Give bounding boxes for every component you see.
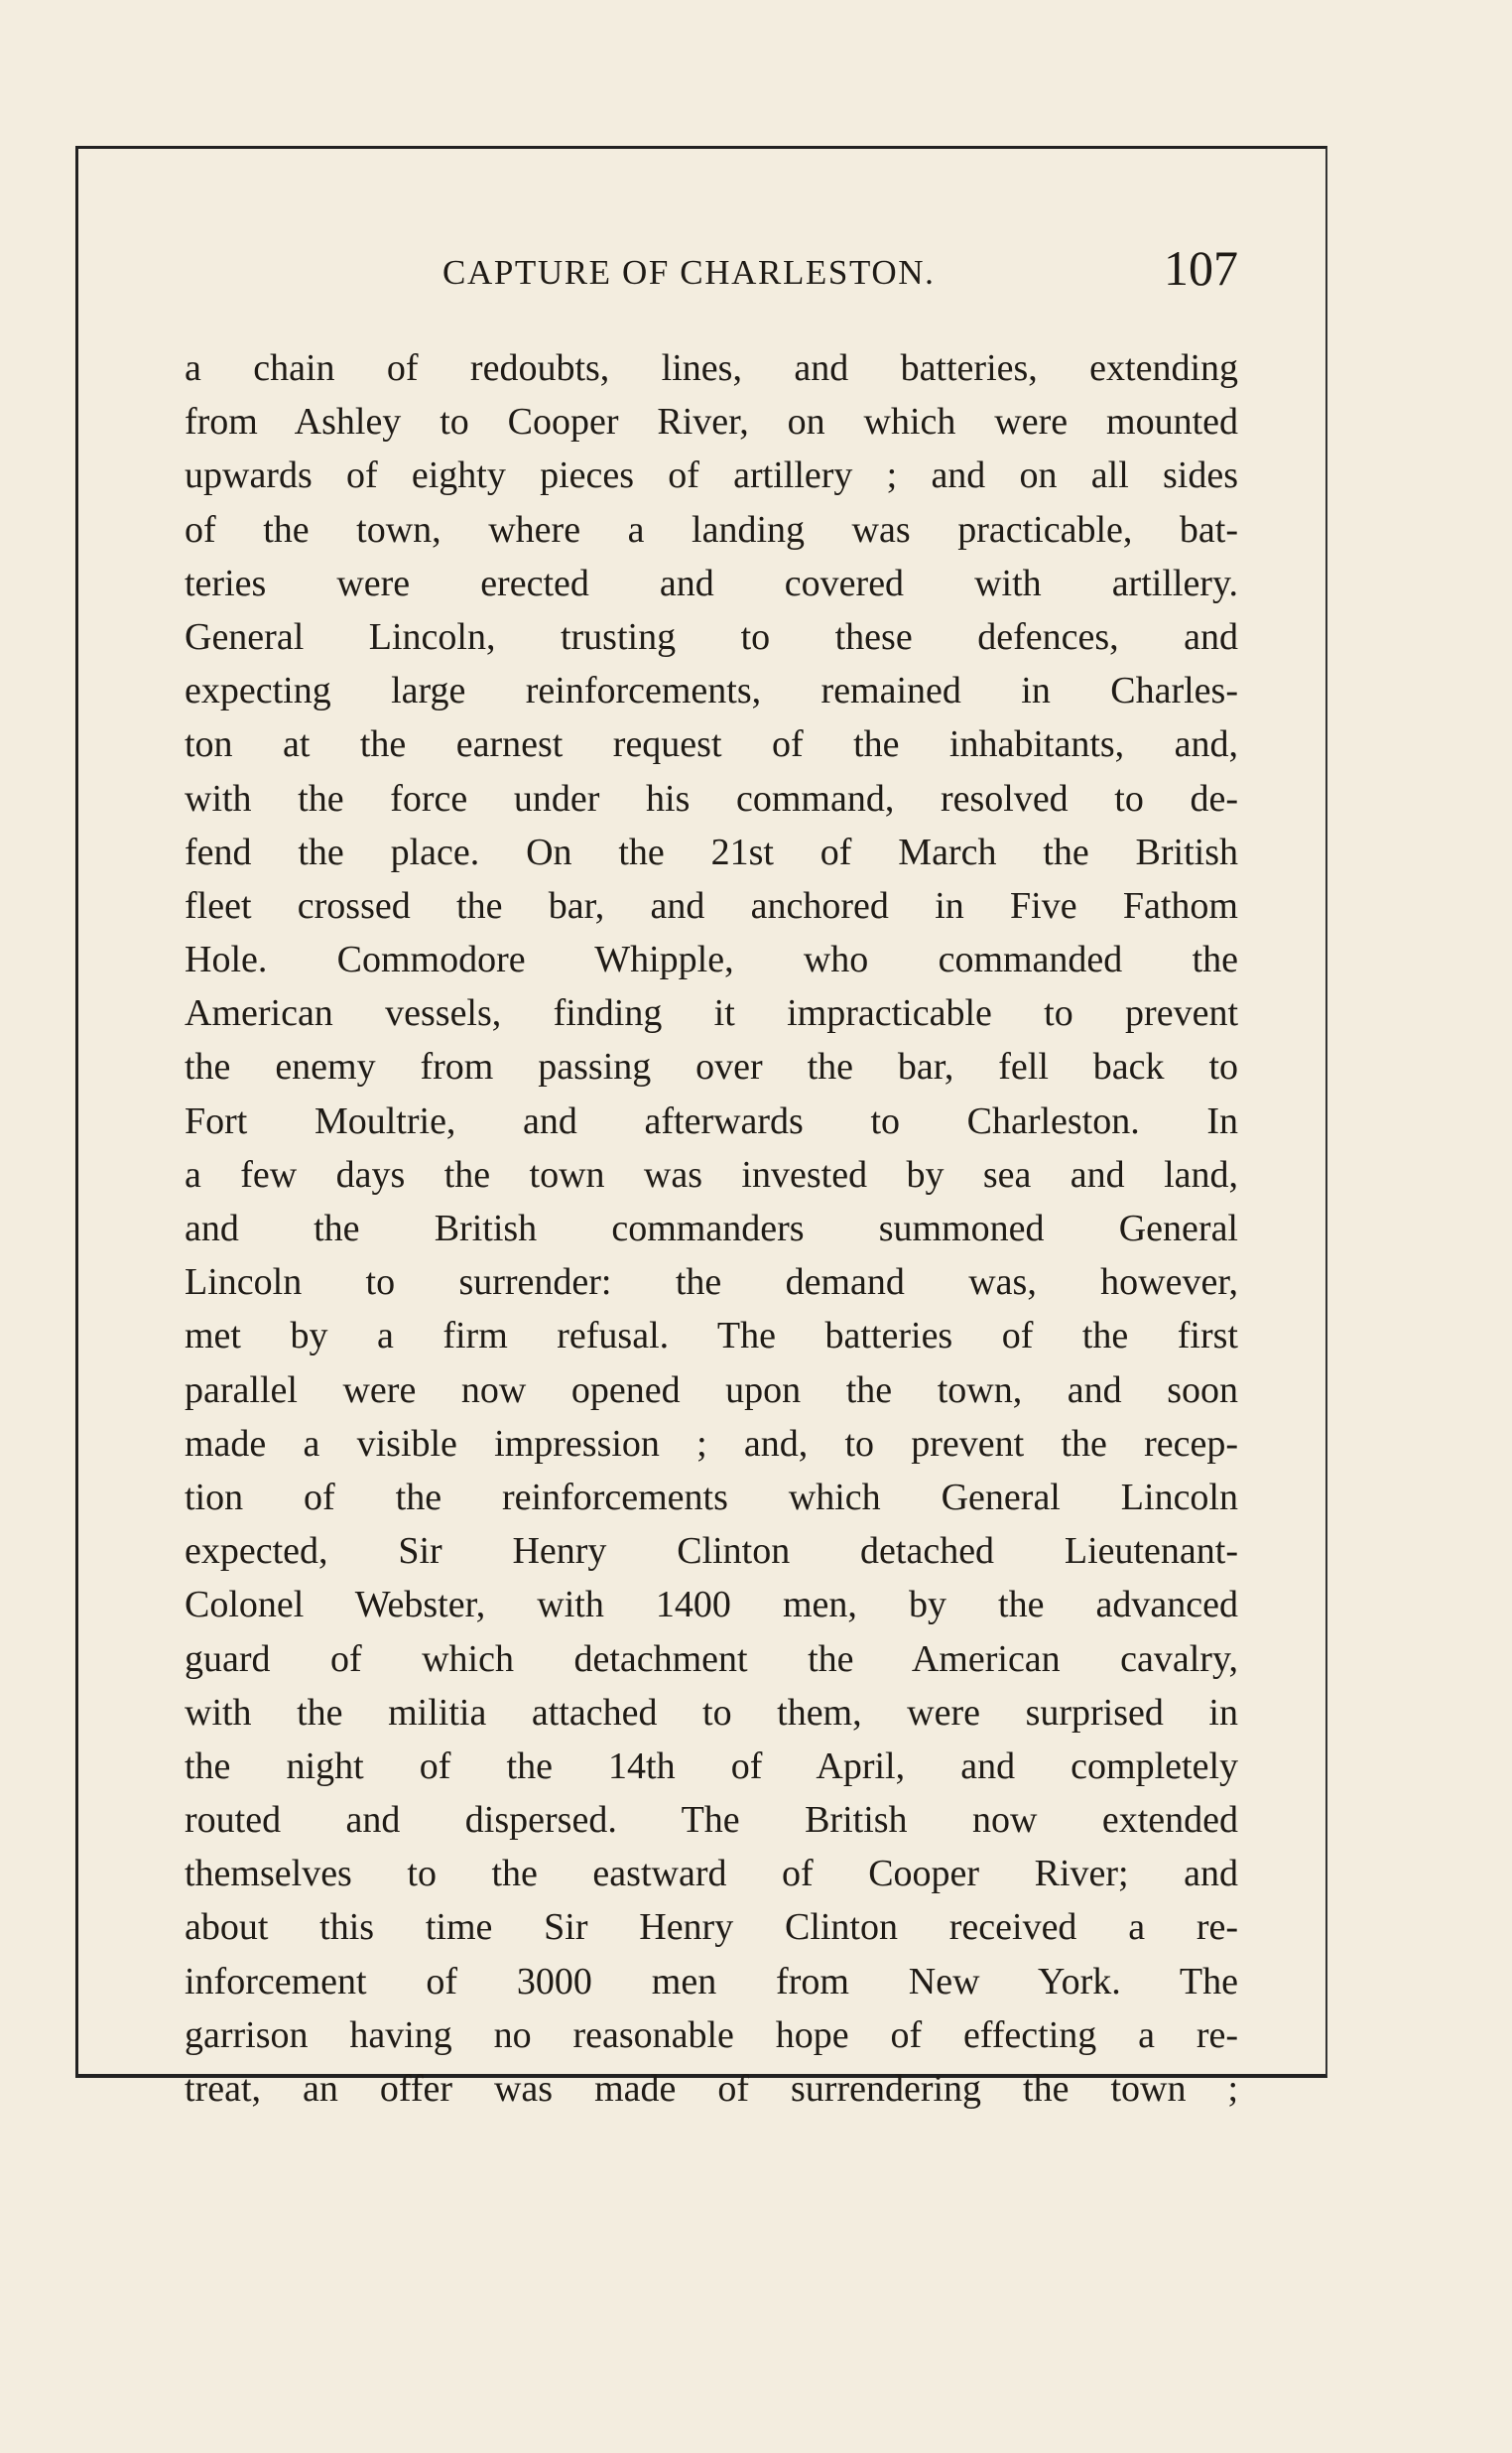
text-line: treat, an offer was made of surrendering the town ;	[185, 2068, 1238, 2110]
text-line: General Lincoln, trusting to these defences, and	[185, 615, 1238, 658]
text-line: a chain of redoubts, lines, and batteries, extending	[185, 347, 1238, 389]
text-line: the night of the 14th of April, and completely	[185, 1744, 1238, 1787]
text-line: from Ashley to Cooper River, on which were mounted	[185, 401, 1238, 444]
text-line: routed and dispersed. The British now extended	[185, 1799, 1238, 1842]
text-line: met by a firm refusal. The batteries of the first	[185, 1315, 1238, 1357]
text-line: American vessels, finding it impracticable to prevent	[185, 992, 1238, 1035]
text-line: parallel were now opened upon the town, and soon	[185, 1368, 1238, 1411]
text-line: with the militia attached to them, were surprised in	[185, 1691, 1238, 1734]
text-line: Lincoln to surrender: the demand was, however,	[185, 1261, 1238, 1304]
text-line: expecting large reinforcements, remained in Charles-	[185, 670, 1238, 712]
text-line: a few days the town was invested by sea and land,	[185, 1153, 1238, 1196]
text-line: teries were erected and covered with artillery.	[185, 562, 1238, 604]
text-line: Hole. Commodore Whipple, who commanded the	[185, 939, 1238, 981]
text-line: the enemy from passing over the bar, fell back to	[185, 1046, 1238, 1089]
text-line: guard of which detachment the American cavalry,	[185, 1637, 1238, 1680]
text-line: Fort Moultrie, and afterwards to Charleston. In	[185, 1099, 1238, 1142]
text-line: inforcement of 3000 men from New York. The	[185, 1960, 1238, 2002]
text-line: of the town, where a landing was practicable, bat-	[185, 508, 1238, 551]
text-line: about this time Sir Henry Clinton received a re-	[185, 1906, 1238, 1949]
text-line: Colonel Webster, with 1400 men, by the advanced	[185, 1584, 1238, 1626]
text-line: with the force under his command, resolved to de-	[185, 777, 1238, 820]
page-header	[442, 240, 1238, 303]
text-line: tion of the reinforcements which General Lincoln	[185, 1476, 1238, 1518]
text-line: fend the place. On the 21st of March the British	[185, 831, 1238, 873]
text-line: ton at the earnest request of the inhabitants, and,	[185, 723, 1238, 766]
running-title: CAPTURE OF CHARLESTON.	[442, 253, 936, 292]
text-line: fleet crossed the bar, and anchored in Five Fathom	[185, 884, 1238, 927]
text-line: upwards of eighty pieces of artillery ; and on all sides	[185, 454, 1238, 497]
text-line: expected, Sir Henry Clinton detached Lieutenant-	[185, 1530, 1238, 1573]
text-line: and the British commanders summoned General	[185, 1208, 1238, 1249]
text-line: themselves to the eastward of Cooper River; and	[185, 1853, 1238, 1895]
page-number: 107	[1164, 240, 1238, 296]
body-text	[185, 341, 1238, 2116]
text-line: garrison having no reasonable hope of effecting a re-	[185, 2013, 1238, 2056]
text-line: made a visible impression ; and, to prevent the recep-	[185, 1422, 1238, 1465]
